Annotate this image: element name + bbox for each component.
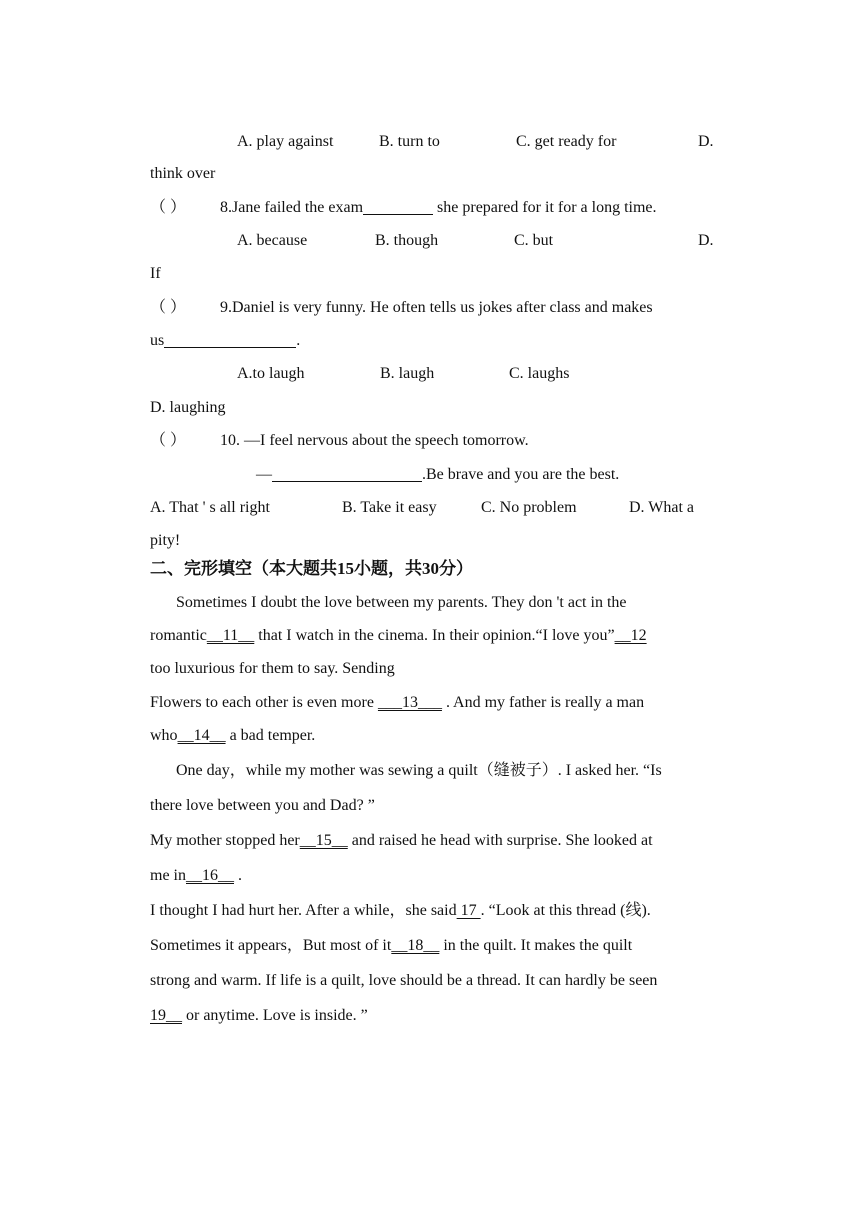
passage-text: Flowers to each other is even more [150, 694, 378, 711]
section-heading-mid: 小题，共 [354, 559, 422, 578]
passage-text: me in [150, 867, 186, 884]
passage-line [150, 969, 657, 993]
passage-text: My mother stopped her [150, 832, 300, 849]
q10-reply-end: .Be brave and you are the best. [422, 466, 620, 483]
q7-option-d-label: D. [698, 133, 714, 150]
passage-text: or anytime. Love is inside. ” [182, 1007, 368, 1024]
passage-line [150, 864, 242, 888]
q7-option-b: B. turn to [379, 133, 440, 150]
passage-line: too luxurious for them to say. Sending [150, 660, 395, 677]
q10-option-a: A. That ' s all right [150, 499, 270, 516]
passage-text: I thought I had hurt her. After a while，she said [150, 902, 457, 919]
section-score: 30 [422, 559, 439, 578]
blank-14[interactable]: __14__ [177, 727, 226, 744]
passage-text: in the quilt. It makes the quilt [439, 937, 633, 954]
answer-paren: （ ） [150, 199, 187, 216]
q8-option-b: B. though [375, 232, 439, 249]
passage-text: a bad temper. [225, 727, 316, 744]
blank-11[interactable]: __11__ [206, 627, 255, 644]
passage-line [150, 724, 315, 748]
passage-line: there love between you and Dad? ” [150, 797, 375, 814]
passage-text: . And my father is really a man [441, 694, 645, 711]
q7-option-c: C. get ready for [516, 133, 617, 150]
q10-reply-dash: — [256, 466, 272, 483]
blank-18[interactable]: __18__ [391, 937, 440, 954]
q9-option-d: D. laughing [150, 399, 226, 416]
q9-question-cont [150, 329, 300, 353]
q8-option-a: A. because [237, 232, 308, 249]
passage-line: Sometimes I doubt the love between my parents. They don 't act in the [176, 594, 627, 611]
passage-text: romantic [150, 627, 207, 644]
section-question-count: 15 [337, 559, 354, 578]
q9-stem-2: us [150, 332, 165, 349]
passage-text: and raised he head with surprise. She looked at [347, 832, 653, 849]
q7-option-d-text: think over [150, 165, 216, 182]
passage-text: . [234, 867, 242, 884]
q9-option-a: A.to laugh [237, 365, 305, 382]
passage-text: . “Look at this thread (线). [480, 902, 651, 919]
blank-12[interactable]: __12 [614, 627, 647, 644]
q10-blank[interactable] [272, 465, 422, 482]
q7-option-a: A. play against [237, 133, 334, 150]
q9-question [150, 296, 653, 320]
q8-stem-end: she prepared for it for a long time. [433, 199, 657, 216]
blank-15[interactable]: __15__ [299, 832, 348, 849]
q10-option-d-text: pity! [150, 532, 181, 549]
blank-17[interactable]: 17 [456, 902, 481, 919]
q10-option-c: C. No problem [481, 499, 577, 516]
passage-text: strong and warm. If life is a quilt, love should be a thread. It can hardly be seen [150, 972, 658, 989]
q8-option-d-label: D. [698, 232, 714, 249]
passage-line [150, 829, 653, 853]
q9-stem-end: . [296, 332, 301, 349]
q9-blank[interactable] [164, 331, 296, 348]
passage-text: that I watch in the cinema. In their opinion. [254, 627, 536, 644]
q10-option-b: B. Take it easy [342, 499, 437, 516]
blank-19[interactable]: 19__ [150, 1007, 182, 1024]
q10-reply [256, 463, 619, 487]
passage-line [150, 1004, 368, 1028]
q8-stem: 8.Jane failed the exam [220, 199, 364, 216]
blank-13[interactable]: ___13___ [377, 694, 442, 711]
passage-line [150, 691, 644, 715]
q10-option-d-label: D. What a [629, 499, 695, 516]
section-heading [150, 557, 473, 581]
section-heading-end: 分） [439, 559, 473, 578]
blank-16[interactable]: __16__ [186, 867, 234, 884]
passage-line [150, 934, 632, 958]
section-heading-text: 二、完形填空（本大题共 [150, 559, 337, 578]
passage-text: Sometimes it appears，But most of it [150, 937, 392, 954]
passage-line: One day，while my mother was sewing a quilt（缝被子）. I asked her. “Is [176, 762, 662, 779]
q10-question [150, 429, 529, 453]
passage-line [150, 624, 647, 648]
answer-paren: （ ） [150, 299, 187, 316]
q10-stem: 10. —I feel nervous about the speech tomorrow. [220, 432, 529, 449]
q8-blank[interactable] [363, 198, 433, 215]
passage-text: who [150, 727, 178, 744]
q8-option-c: C. but [514, 232, 554, 249]
passage-line [150, 899, 651, 923]
q9-option-b: B. laugh [380, 365, 435, 382]
q9-option-c: C. laughs [509, 365, 570, 382]
q8-question [150, 196, 657, 220]
q9-stem: 9.Daniel is very funny. He often tells us jokes after class and makes [220, 299, 653, 316]
q8-option-d-text: If [150, 265, 161, 282]
passage-text: “I love you” [535, 627, 615, 644]
answer-paren: （ ） [150, 432, 187, 449]
